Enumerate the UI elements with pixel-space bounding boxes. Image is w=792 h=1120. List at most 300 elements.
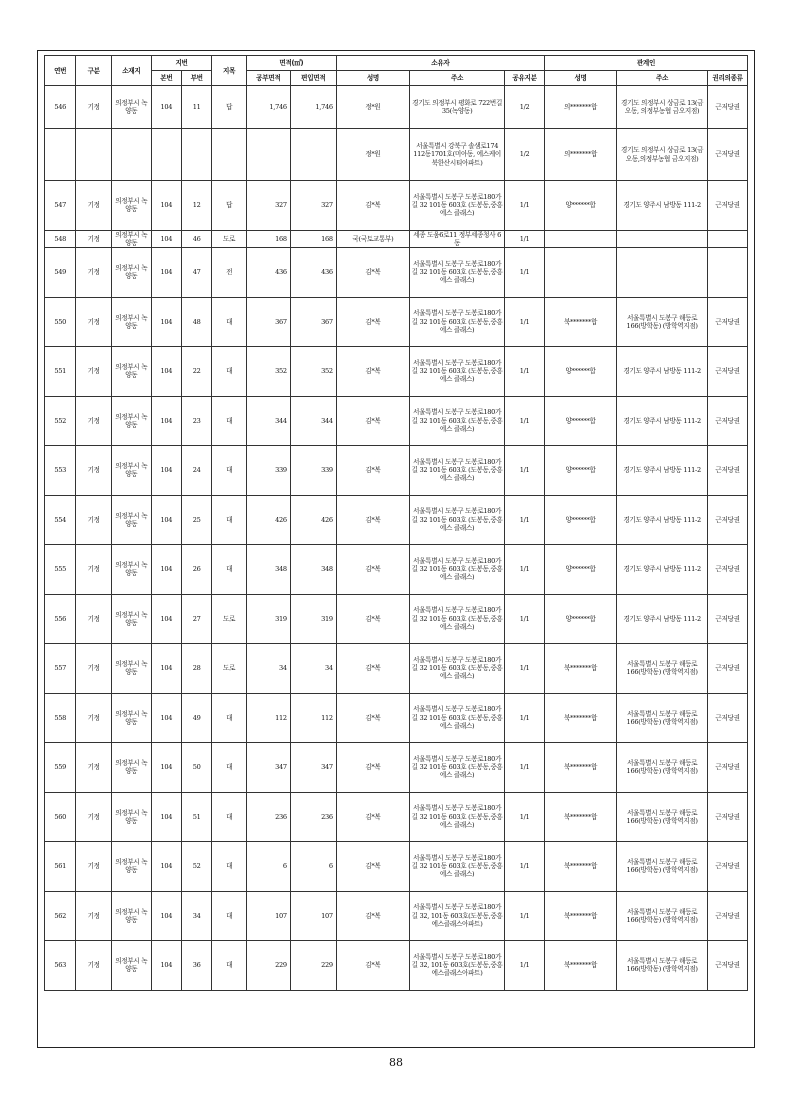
cell-area-included: 426 (290, 495, 336, 545)
table-row (45, 941, 748, 991)
cell-serial: 547 (45, 181, 76, 231)
cell-rel-right: 근저당권 (708, 693, 748, 743)
cell-area-included: 107 (290, 891, 336, 941)
cell-lot-main: 104 (151, 594, 181, 644)
cell-area-included: 339 (290, 446, 336, 496)
cell-category: 기정 (76, 248, 112, 298)
cell-owner-address: 서울특별시 도봉구 도봉로180가길 32 101동 603호 (도봉동,중흥에스 클래스) (410, 594, 505, 644)
cell-lot-main: 104 (151, 446, 181, 496)
cell-land-type: 답 (212, 181, 247, 231)
header-area-included: 편입면적 (290, 71, 336, 86)
cell-lot-main: 104 (151, 545, 181, 595)
cell-area-included: 436 (290, 248, 336, 298)
cell-rel-right: 근저당권 (708, 495, 748, 545)
cell-lot-sub: 12 (182, 181, 212, 231)
cell-category: 기정 (76, 545, 112, 595)
cell-area-included: 34 (290, 644, 336, 694)
cell-land-type: 대 (212, 446, 247, 496)
cell-lot-sub: 22 (182, 347, 212, 397)
cell-location: 의정부시 녹양동 (111, 396, 151, 446)
cell-category: 기정 (76, 891, 112, 941)
cell-lot-main: 104 (151, 396, 181, 446)
cell-land-type: 대 (212, 396, 247, 446)
cell-rel-right: 근저당권 (708, 86, 748, 129)
cell-rel-address: 경기도 양주시 남방동 111-2 (617, 396, 708, 446)
table-row (45, 347, 748, 397)
cell-area-included: 112 (290, 693, 336, 743)
cell-rel-name: 북*******합 (544, 644, 616, 694)
cell-location: 의정부시 녹양동 (111, 545, 151, 595)
table-row (45, 891, 748, 941)
cell-category: 기정 (76, 792, 112, 842)
cell-area-included: 229 (290, 941, 336, 991)
cell-lot-sub: 52 (182, 842, 212, 892)
cell-rel-right: 근저당권 (708, 129, 748, 181)
cell-rel-name: 의*******합 (544, 86, 616, 129)
cell-location: 의정부시 녹양동 (111, 446, 151, 496)
cell-lot-sub: 49 (182, 693, 212, 743)
cell-serial: 551 (45, 347, 76, 397)
cell-rel-address: 경기도 의정부시 상금로 13(금오동, 의정부농협 금오지점) (617, 86, 708, 129)
header-rel-address: 주소 (617, 71, 708, 86)
cell-area-included: 348 (290, 545, 336, 595)
cell-area-included: 319 (290, 594, 336, 644)
cell-area-public: 168 (246, 230, 290, 248)
cell-location: 의정부시 녹양동 (111, 644, 151, 694)
cell-owner-share: 1/1 (505, 842, 545, 892)
cell-lot-sub: 50 (182, 743, 212, 793)
cell-serial: 556 (45, 594, 76, 644)
table-row (45, 842, 748, 892)
cell-area-public: 34 (246, 644, 290, 694)
cell-owner-address: 서울특별시 도봉구 도봉로180가길 32 101동 603호 (도봉동,중흥에스 클래스) (410, 545, 505, 595)
cell-area-included: 327 (290, 181, 336, 231)
cell-serial: 563 (45, 941, 76, 991)
cell-lot-main: 104 (151, 495, 181, 545)
cell-lot-sub: 24 (182, 446, 212, 496)
cell-owner-name: 김*복 (336, 743, 409, 793)
table-row (45, 129, 748, 181)
cell-rel-right: 근저당권 (708, 941, 748, 991)
cell-land-type (212, 129, 247, 181)
cell-serial: 552 (45, 396, 76, 446)
cell-owner-name: 김*복 (336, 347, 409, 397)
cell-owner-address: 서울특별시 도봉구 도봉로180가길 32 101동 603호 (도봉동,중흥에스 클래스) (410, 347, 505, 397)
cell-owner-address: 서울특별시 도봉구 도봉로180가길 32 101동 603호 (도봉동,중흥에스 클래스) (410, 743, 505, 793)
cell-land-type: 대 (212, 891, 247, 941)
cell-area-public: 6 (246, 842, 290, 892)
cell-owner-share: 1/1 (505, 181, 545, 231)
cell-rel-right: 근저당권 (708, 644, 748, 694)
header-lot-sub: 부번 (182, 71, 212, 86)
header-location: 소재지 (111, 56, 151, 86)
header-owner: 소유자 (336, 56, 544, 71)
cell-rel-address: 서울특별시 도봉구 해등로 166(방학동) (방학역지점) (617, 842, 708, 892)
cell-rel-name: 의*******합 (544, 129, 616, 181)
cell-location: 의정부시 녹양동 (111, 743, 151, 793)
cell-owner-address: 서울특별시 도봉구 도봉로180가길 32 101동 603호 (도봉동,중흥에스 클래스) (410, 693, 505, 743)
cell-rel-right: 근저당권 (708, 792, 748, 842)
cell-area-public: 327 (246, 181, 290, 231)
cell-location: 의정부시 녹양동 (111, 347, 151, 397)
cell-location (111, 129, 151, 181)
cell-lot-sub: 34 (182, 891, 212, 941)
cell-land-type: 도로 (212, 594, 247, 644)
cell-lot-sub: 51 (182, 792, 212, 842)
cell-lot-main: 104 (151, 248, 181, 298)
cell-owner-address: 경기도 의정부시 평화로 722번길 35(녹양동) (410, 86, 505, 129)
cell-serial: 557 (45, 644, 76, 694)
cell-area-included: 236 (290, 792, 336, 842)
cell-owner-share: 1/1 (505, 446, 545, 496)
cell-rel-name: 양******합 (544, 396, 616, 446)
cell-area-public: 367 (246, 297, 290, 347)
cell-rel-name: 양******합 (544, 446, 616, 496)
cell-rel-name: 양******합 (544, 495, 616, 545)
cell-location: 의정부시 녹양동 (111, 181, 151, 231)
cell-owner-address: 서울특별시 강북구 솔샘로174 112동1701호(미아동, 에스케이북한산시티아파트) (410, 129, 505, 181)
cell-serial (45, 129, 76, 181)
cell-owner-share: 1/1 (505, 495, 545, 545)
cell-category: 기정 (76, 86, 112, 129)
header-lot: 지번 (151, 56, 212, 71)
cell-lot-sub: 28 (182, 644, 212, 694)
cell-rel-right: 근저당권 (708, 446, 748, 496)
cell-land-type: 대 (212, 693, 247, 743)
cell-rel-name: 북*******합 (544, 693, 616, 743)
cell-serial: 561 (45, 842, 76, 892)
cell-land-type: 도로 (212, 230, 247, 248)
cell-land-type: 대 (212, 495, 247, 545)
cell-rel-address (617, 230, 708, 248)
cell-owner-name: 정*원 (336, 129, 409, 181)
cell-owner-name: 김*복 (336, 396, 409, 446)
cell-rel-address: 경기도 양주시 남방동 111-2 (617, 446, 708, 496)
table-row (45, 181, 748, 231)
land-register-table (44, 55, 748, 991)
cell-area-public: 1,746 (246, 86, 290, 129)
table-row (45, 446, 748, 496)
cell-rel-address: 서울특별시 도봉구 해등로 166(방학동) (방학역지점) (617, 941, 708, 991)
cell-area-included: 6 (290, 842, 336, 892)
cell-owner-name: 김*복 (336, 842, 409, 892)
cell-serial: 554 (45, 495, 76, 545)
cell-owner-address: 서울특별시 도봉구 도봉로180가길 32 101동 603호 (도봉동,중흥에스 클래스) (410, 842, 505, 892)
cell-owner-name: 김*복 (336, 644, 409, 694)
cell-location: 의정부시 녹양동 (111, 594, 151, 644)
cell-rel-name: 북*******합 (544, 842, 616, 892)
cell-lot-main: 104 (151, 941, 181, 991)
cell-category: 기정 (76, 743, 112, 793)
cell-category: 기정 (76, 842, 112, 892)
cell-owner-address: 서울특별시 도봉구 도봉로180가길 32 101동 603호 (도봉동,중흥에스 클래스) (410, 181, 505, 231)
cell-land-type: 대 (212, 347, 247, 397)
cell-area-public: 436 (246, 248, 290, 298)
cell-area-included: 352 (290, 347, 336, 397)
cell-rel-right (708, 248, 748, 298)
cell-lot-sub: 46 (182, 230, 212, 248)
cell-land-type: 전 (212, 248, 247, 298)
cell-lot-sub: 23 (182, 396, 212, 446)
cell-owner-address: 서울특별시 도봉구 도봉로180가길 32 101동 603호 (도봉동,중흥에스 클래스) (410, 495, 505, 545)
cell-land-type: 답 (212, 86, 247, 129)
cell-land-type: 대 (212, 545, 247, 595)
table-body (45, 86, 748, 991)
cell-rel-right: 근저당권 (708, 181, 748, 231)
cell-rel-right: 근저당권 (708, 396, 748, 446)
cell-owner-name: 김*복 (336, 594, 409, 644)
cell-lot-sub: 11 (182, 86, 212, 129)
cell-owner-share: 1/2 (505, 86, 545, 129)
cell-rel-right: 근저당권 (708, 594, 748, 644)
cell-category: 기정 (76, 693, 112, 743)
table-row (45, 396, 748, 446)
cell-area-included: 367 (290, 297, 336, 347)
cell-rel-right: 근저당권 (708, 842, 748, 892)
cell-rel-name: 북*******합 (544, 792, 616, 842)
cell-area-public: 352 (246, 347, 290, 397)
cell-owner-address: 서울특별시 도봉구 도봉로180가길 32, 101동 603호(도봉동,중흥에스클래스아파트) (410, 891, 505, 941)
cell-rel-name: 북*******합 (544, 891, 616, 941)
table-row (45, 545, 748, 595)
table-row (45, 594, 748, 644)
cell-lot-main: 104 (151, 181, 181, 231)
cell-land-type: 대 (212, 297, 247, 347)
cell-rel-address: 서울특별시 도봉구 해등로 166(방학동) (방학역지점) (617, 693, 708, 743)
cell-rel-name: 양******합 (544, 594, 616, 644)
cell-owner-share: 1/1 (505, 891, 545, 941)
cell-lot-main: 104 (151, 693, 181, 743)
cell-lot-sub: 48 (182, 297, 212, 347)
header-category: 구분 (76, 56, 112, 86)
cell-owner-share: 1/1 (505, 297, 545, 347)
cell-owner-share: 1/1 (505, 644, 545, 694)
header-rel-right: 권리의종류 (708, 71, 748, 86)
cell-lot-main: 104 (151, 297, 181, 347)
cell-owner-share: 1/1 (505, 248, 545, 298)
cell-serial: 560 (45, 792, 76, 842)
cell-category: 기정 (76, 941, 112, 991)
cell-owner-address: 서울특별시 도봉구 도봉로180가길 32 101동 603호 (도봉동,중흥에스 클래스) (410, 297, 505, 347)
cell-rel-address: 서울특별시 도봉구 해등로 166(방학동) (방학역지점) (617, 644, 708, 694)
table-row (45, 495, 748, 545)
cell-owner-share: 1/1 (505, 594, 545, 644)
cell-serial: 549 (45, 248, 76, 298)
cell-rel-right: 근저당권 (708, 297, 748, 347)
cell-area-public: 229 (246, 941, 290, 991)
header-lot-main: 본번 (151, 71, 181, 86)
cell-owner-address: 세종 도움6로11 정부세종청사 6동 (410, 230, 505, 248)
cell-owner-address: 서울특별시 도봉구 도봉로180가길 32 101동 603호 (도봉동,중흥에스 클래스) (410, 644, 505, 694)
cell-lot-sub: 27 (182, 594, 212, 644)
cell-lot-sub: 36 (182, 941, 212, 991)
cell-land-type: 대 (212, 941, 247, 991)
cell-lot-main: 104 (151, 230, 181, 248)
cell-serial: 559 (45, 743, 76, 793)
cell-area-public: 347 (246, 743, 290, 793)
cell-rel-right: 근저당권 (708, 545, 748, 595)
cell-location: 의정부시 녹양동 (111, 86, 151, 129)
header-area-public: 공부면적 (246, 71, 290, 86)
cell-category: 기정 (76, 644, 112, 694)
header-rel-name: 성명 (544, 71, 616, 86)
cell-lot-main: 104 (151, 86, 181, 129)
cell-owner-name: 김*복 (336, 693, 409, 743)
cell-rel-right: 근저당권 (708, 347, 748, 397)
cell-category: 기정 (76, 347, 112, 397)
cell-rel-address: 서울특별시 도봉구 해등로 166(방학동) (방학역지점) (617, 792, 708, 842)
cell-category: 기정 (76, 297, 112, 347)
cell-location: 의정부시 녹양동 (111, 248, 151, 298)
cell-owner-name: 김*복 (336, 941, 409, 991)
cell-rel-address: 경기도 양주시 남방동 111-2 (617, 181, 708, 231)
cell-lot-main (151, 129, 181, 181)
cell-owner-share: 1/1 (505, 230, 545, 248)
cell-owner-name: 김*복 (336, 297, 409, 347)
cell-lot-main: 104 (151, 644, 181, 694)
cell-rel-name (544, 230, 616, 248)
cell-owner-name: 정*원 (336, 86, 409, 129)
cell-owner-name: 김*복 (336, 792, 409, 842)
cell-owner-share: 1/1 (505, 743, 545, 793)
cell-lot-main: 104 (151, 891, 181, 941)
cell-rel-right (708, 230, 748, 248)
cell-area-public: 319 (246, 594, 290, 644)
cell-area-public: 344 (246, 396, 290, 446)
table-row (45, 693, 748, 743)
table-row (45, 743, 748, 793)
header-owner-address: 주소 (410, 71, 505, 86)
cell-rel-address: 경기도 양주시 남방동 111-2 (617, 594, 708, 644)
page-number: 88 (389, 1056, 403, 1069)
cell-lot-sub: 26 (182, 545, 212, 595)
cell-rel-right: 근저당권 (708, 743, 748, 793)
table-row (45, 297, 748, 347)
table-row (45, 86, 748, 129)
cell-rel-name: 북*******합 (544, 743, 616, 793)
cell-owner-name: 김*복 (336, 891, 409, 941)
cell-location: 의정부시 녹양동 (111, 693, 151, 743)
cell-category: 기정 (76, 181, 112, 231)
cell-category: 기정 (76, 594, 112, 644)
cell-location: 의정부시 녹양동 (111, 792, 151, 842)
cell-lot-sub: 25 (182, 495, 212, 545)
cell-category: 기정 (76, 446, 112, 496)
cell-serial: 562 (45, 891, 76, 941)
cell-area-included: 344 (290, 396, 336, 446)
cell-owner-address: 서울특별시 도봉구 도봉로180가길 32 101동 603호 (도봉동,중흥에스 클래스) (410, 792, 505, 842)
cell-area-public: 426 (246, 495, 290, 545)
cell-owner-share: 1/1 (505, 396, 545, 446)
table-row (45, 644, 748, 694)
cell-area-included: 1,746 (290, 86, 336, 129)
cell-rel-name: 양******합 (544, 347, 616, 397)
cell-owner-share: 1/2 (505, 129, 545, 181)
cell-location: 의정부시 녹양동 (111, 891, 151, 941)
cell-owner-address: 서울특별시 도봉구 도봉로180가길 32 101동 603호 (도봉동,중흥에스 클래스) (410, 446, 505, 496)
cell-owner-address: 서울특별시 도봉구 도봉로180가길 32, 101동 603호(도봉동,중흥에스클래스아파트) (410, 941, 505, 991)
cell-rel-name: 양******합 (544, 181, 616, 231)
cell-rel-name: 북*******합 (544, 941, 616, 991)
cell-lot-sub (182, 129, 212, 181)
cell-rel-address: 서울특별시 도봉구 해등로 166(방학동) (방학역지점) (617, 297, 708, 347)
cell-owner-address: 서울특별시 도봉구 도봉로180가길 32 101동 603호 (도봉동,중흥에스 클래스) (410, 248, 505, 298)
cell-area-public: 348 (246, 545, 290, 595)
cell-location: 의정부시 녹양동 (111, 230, 151, 248)
cell-serial: 548 (45, 230, 76, 248)
cell-area-included: 347 (290, 743, 336, 793)
header-owner-name: 성명 (336, 71, 409, 86)
header-area: 면적(㎡) (246, 56, 336, 71)
cell-owner-name: 김*복 (336, 446, 409, 496)
cell-lot-main: 104 (151, 743, 181, 793)
cell-lot-sub: 47 (182, 248, 212, 298)
cell-land-type: 대 (212, 792, 247, 842)
cell-area-public (246, 129, 290, 181)
cell-rel-address: 경기도 양주시 남방동 111-2 (617, 495, 708, 545)
cell-owner-share: 1/1 (505, 347, 545, 397)
cell-owner-name: 김*복 (336, 545, 409, 595)
cell-serial: 558 (45, 693, 76, 743)
cell-rel-address: 경기도 양주시 남방동 111-2 (617, 347, 708, 397)
cell-lot-main: 104 (151, 792, 181, 842)
cell-rel-address (617, 248, 708, 298)
cell-owner-share: 1/1 (505, 693, 545, 743)
table-row (45, 248, 748, 298)
cell-category: 기정 (76, 396, 112, 446)
cell-location: 의정부시 녹양동 (111, 842, 151, 892)
cell-serial: 553 (45, 446, 76, 496)
cell-land-type: 대 (212, 842, 247, 892)
cell-area-public: 236 (246, 792, 290, 842)
cell-owner-name: 김*복 (336, 248, 409, 298)
cell-land-type: 도로 (212, 644, 247, 694)
cell-category: 기정 (76, 230, 112, 248)
cell-location: 의정부시 녹양동 (111, 941, 151, 991)
cell-rel-name: 양******합 (544, 545, 616, 595)
cell-rel-address: 경기도 의정부시 상금로 13(금오동,의정부농협 금오지점) (617, 129, 708, 181)
cell-serial: 550 (45, 297, 76, 347)
cell-owner-share: 1/1 (505, 545, 545, 595)
cell-rel-address: 경기도 양주시 남방동 111-2 (617, 545, 708, 595)
cell-owner-name: 김*복 (336, 181, 409, 231)
cell-area-public: 339 (246, 446, 290, 496)
cell-category (76, 129, 112, 181)
cell-rel-name (544, 248, 616, 298)
cell-owner-name: 김*복 (336, 495, 409, 545)
cell-area-public: 107 (246, 891, 290, 941)
cell-owner-share: 1/1 (505, 792, 545, 842)
cell-owner-address: 서울특별시 도봉구 도봉로180가길 32 101동 603호 (도봉동,중흥에스 클래스) (410, 396, 505, 446)
cell-rel-name: 북*******합 (544, 297, 616, 347)
table-row (45, 230, 748, 248)
header-owner-share: 공유지분 (505, 71, 545, 86)
cell-location: 의정부시 녹양동 (111, 495, 151, 545)
cell-land-type: 대 (212, 743, 247, 793)
cell-serial: 546 (45, 86, 76, 129)
table-row (45, 792, 748, 842)
cell-owner-share: 1/1 (505, 941, 545, 991)
cell-rel-right: 근저당권 (708, 891, 748, 941)
cell-lot-main: 104 (151, 842, 181, 892)
cell-lot-main: 104 (151, 347, 181, 397)
cell-area-included (290, 129, 336, 181)
cell-area-included: 168 (290, 230, 336, 248)
cell-owner-name: 국(국토교통부) (336, 230, 409, 248)
cell-serial: 555 (45, 545, 76, 595)
cell-category: 기정 (76, 495, 112, 545)
cell-area-public: 112 (246, 693, 290, 743)
